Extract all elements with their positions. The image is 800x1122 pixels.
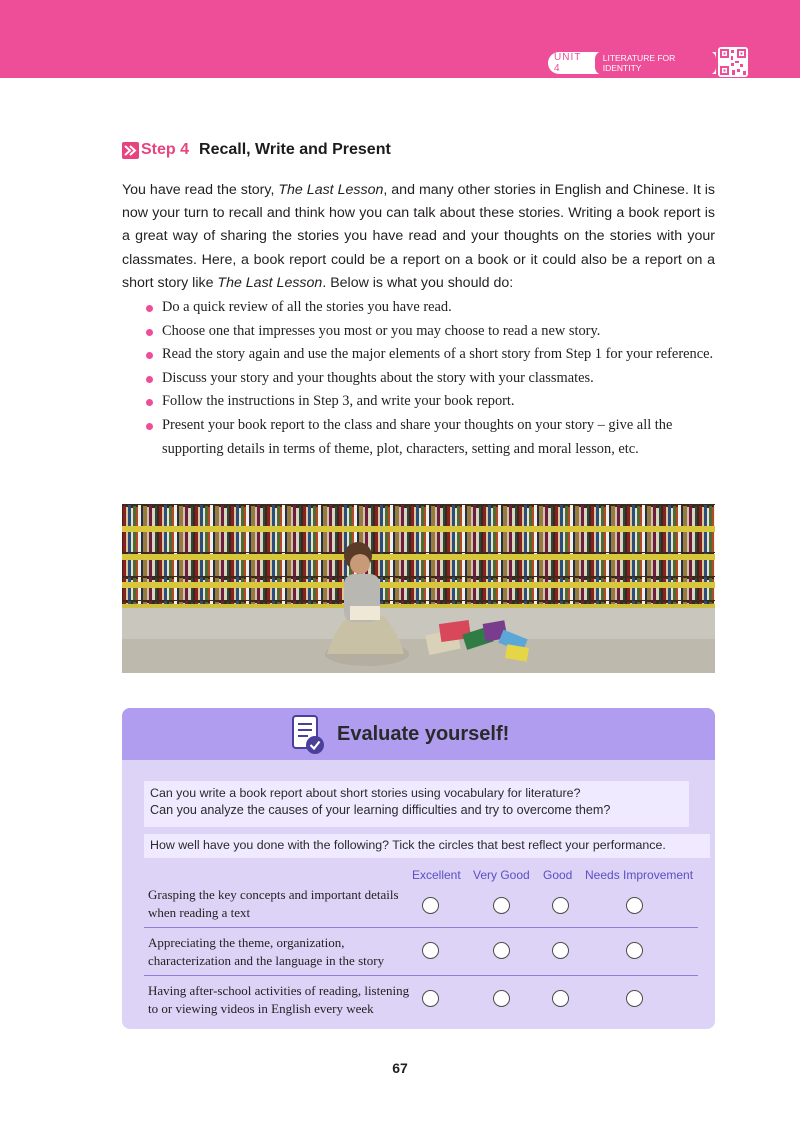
bullet-icon (146, 376, 153, 383)
rating-radio-very-good[interactable] (493, 990, 510, 1007)
rating-instruction: How well have you done with the following? Tick the circles that best reflect your performance. (144, 834, 710, 858)
rating-radio-excellent[interactable] (422, 897, 439, 914)
evaluate-title: Evaluate yourself! (337, 723, 510, 745)
instruction-list (145, 296, 719, 461)
rating-radio-very-good[interactable] (493, 942, 510, 959)
row-divider (144, 927, 698, 928)
step-number: Step 4 (141, 141, 190, 158)
list-item: Follow the instructions in Step 3, and write your book report. (145, 390, 719, 414)
checklist-icon (288, 713, 328, 757)
library-photo (122, 504, 715, 673)
unit-topic: LITERATURE FOR IDENTITY (595, 51, 716, 75)
rating-header-needs-improvement: Needs Improvement (585, 868, 694, 882)
self-check-questions (144, 781, 689, 827)
rating-header-very-good: Very Good (473, 868, 530, 882)
qr-code-icon[interactable] (718, 47, 748, 77)
rating-header-excellent: Excellent (412, 868, 461, 882)
rating-radio-very-good[interactable] (493, 897, 510, 914)
bullet-icon (146, 399, 153, 406)
list-item: Choose one that impresses you most or you may choose to read a new story. (145, 320, 719, 344)
unit-tag (548, 52, 716, 74)
rating-radio-needs-improvement[interactable] (626, 897, 643, 914)
question-text: Can you write a book report about short stories using vocabulary for literature? (150, 786, 581, 800)
bullet-icon (146, 305, 153, 312)
rating-radio-excellent[interactable] (422, 990, 439, 1007)
rating-header-good: Good (543, 868, 573, 882)
list-item: Present your book report to the class and share your thoughts on your story – give all the supporting details in terms of theme, plot, characters, setting and moral lesson, etc. (145, 414, 719, 461)
rating-radio-good[interactable] (552, 942, 569, 959)
rating-radio-needs-improvement[interactable] (626, 990, 643, 1007)
story-title: The Last Lesson (278, 182, 384, 198)
story-title: The Last Lesson (217, 274, 323, 291)
step-title: Recall, Write and Present (199, 141, 391, 158)
bullet-icon (146, 423, 153, 430)
evaluate-panel (122, 708, 715, 1029)
rating-row-label: Appreciating the theme, organization, characterization and the language in the story (148, 935, 385, 968)
list-item: Read the story again and use the major elements of a short story from Step 1 for your reference. (145, 343, 719, 367)
rating-row-label: Grasping the key concepts and important details when reading a text (148, 887, 399, 920)
rating-row-label: Having after-school activities of reading, listening to or viewing videos in English every week (148, 983, 410, 1016)
rating-radio-good[interactable] (552, 990, 569, 1007)
unit-label: UNIT 4 (554, 52, 582, 74)
question-text: Can you analyze the causes of your learning difficulties and try to overcome them? (150, 803, 611, 817)
rating-radio-excellent[interactable] (422, 942, 439, 959)
list-item: Discuss your story and your thoughts about the story with your classmates. (145, 367, 719, 391)
bullet-icon (146, 352, 153, 359)
step-heading (122, 141, 391, 159)
double-chevron-icon (122, 142, 139, 159)
rating-radio-needs-improvement[interactable] (626, 942, 643, 959)
rating-radio-good[interactable] (552, 897, 569, 914)
list-item: Do a quick review of all the stories you have read. (145, 296, 719, 320)
evaluate-header (122, 708, 715, 760)
page-number: 67 (392, 1060, 408, 1076)
bullet-icon (146, 329, 153, 336)
intro-paragraph: You have read the story, The Last Lesson, and many other stories in English and Chinese. It is now your turn to recall and think how you can talk about these stories. Writing a book report is a great way of sharing the stories you have read and your thoughts on the stories with your classmates. Here, a book report could be a report on a book or it could also be a report on a short story like The Last Lesson. Below is what you should do: (122, 182, 715, 291)
row-divider (144, 975, 698, 976)
